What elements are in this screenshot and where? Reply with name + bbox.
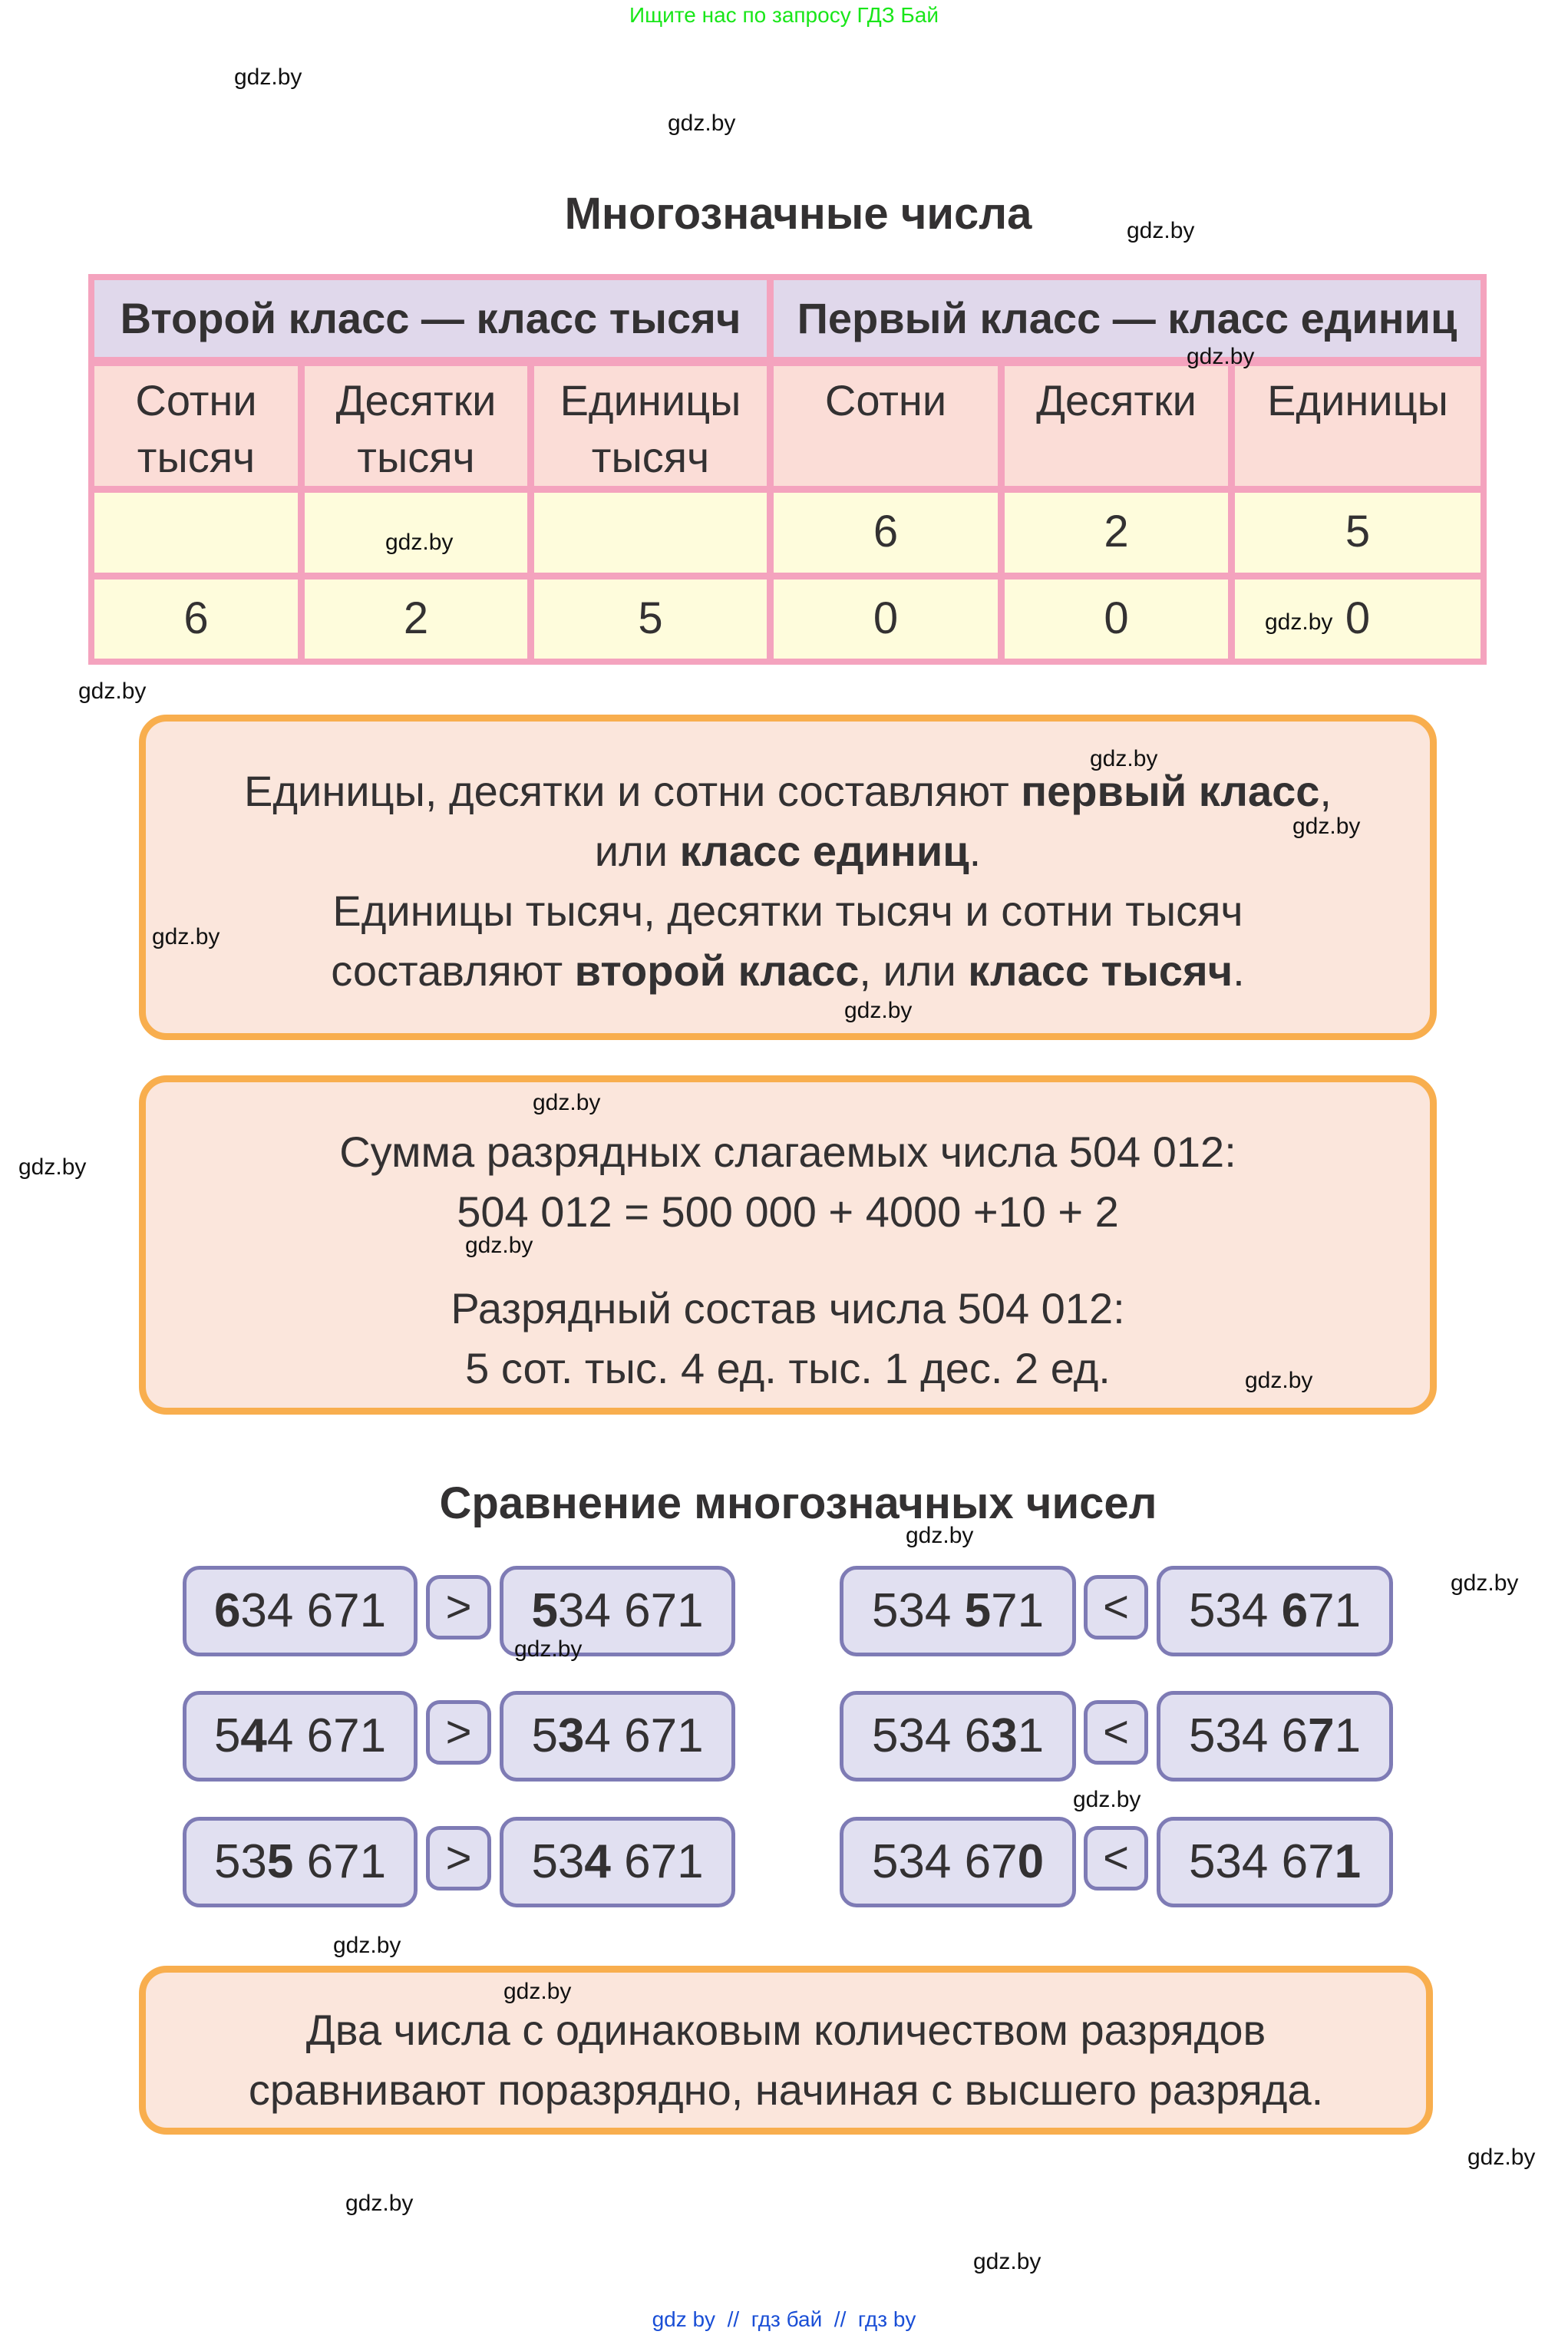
table-cell: 5 — [1235, 493, 1481, 573]
less-than-sign: < — [1084, 1826, 1148, 1891]
footer-links[interactable]: gdz by // гдз бай // гдз by — [652, 2307, 916, 2331]
rule-text: . — [1233, 946, 1245, 995]
watermark: gdz.by — [1187, 344, 1255, 369]
watermark: gdz.by — [345, 2191, 414, 2216]
decomposition-line: 504 012 = 500 000 + 4000 +10 + 2 — [457, 1187, 1119, 1236]
rule-text: , — [1319, 767, 1332, 815]
watermark: gdz.by — [18, 1154, 87, 1180]
decomposition-line: 5 сот. тыс. 4 ед. тыс. 1 дес. 2 ед. — [465, 1344, 1111, 1392]
watermark: gdz.by — [514, 1636, 583, 1662]
watermark: gdz.by — [1265, 609, 1333, 635]
rule-line — [146, 941, 1430, 1001]
search-banner: Ищите нас по запросу ГДЗ Бай — [629, 3, 939, 27]
rule-bold-text: класс тысяч — [968, 946, 1233, 995]
less-than-sign: < — [1084, 1575, 1148, 1640]
watermark: gdz.by — [333, 1933, 401, 1958]
table-cell: 6 — [774, 493, 998, 573]
compare-number-left: 534 670 — [840, 1817, 1076, 1907]
watermark: gdz.by — [668, 111, 736, 136]
watermark: gdz.by — [1090, 746, 1158, 771]
watermark: gdz.by — [1127, 218, 1195, 243]
place-value-table — [88, 274, 1487, 665]
col-header-hundred-thousands — [94, 366, 298, 486]
table-cell: 2 — [305, 580, 527, 659]
watermark: gdz.by — [1292, 814, 1361, 839]
table-cell — [94, 493, 298, 573]
less-than-sign: < — [1084, 1700, 1148, 1765]
compare-number-right: 534 671 — [500, 1566, 735, 1656]
rule-text: составляют — [331, 946, 575, 995]
rule-line — [146, 761, 1430, 821]
watermark: gdz.by — [1245, 1368, 1313, 1393]
table-cell: 0 — [1235, 580, 1481, 659]
greater-than-sign: > — [426, 1575, 491, 1640]
rule-bold-text: первый класс — [1021, 767, 1320, 815]
col-header-line: Единицы — [560, 376, 741, 424]
rule-line — [146, 821, 1430, 881]
watermark: gdz.by — [234, 64, 302, 90]
class-header-units: Первый класс — класс единиц — [774, 280, 1481, 357]
watermark: gdz.by — [533, 1090, 601, 1115]
compare-number-right: 534 671 — [1157, 1566, 1393, 1656]
col-header-tens — [1005, 366, 1228, 486]
rule-text: Единицы, десятки и сотни составляют — [244, 767, 1022, 815]
greater-than-sign: > — [426, 1700, 491, 1765]
col-header-units — [1235, 366, 1481, 486]
table-cell: 5 — [534, 580, 767, 659]
table-cell: 6 — [94, 580, 298, 659]
compare-number-right: 534 671 — [500, 1817, 735, 1907]
comparison-rule-line: Два числа с одинаковым количеством разрядов — [305, 2006, 1266, 2054]
table-cell — [534, 493, 767, 573]
rule-line: Единицы тысяч, десятки тысяч и сотни тысяч — [332, 887, 1243, 935]
watermark: gdz.by — [78, 679, 147, 704]
rule-text: или — [594, 827, 680, 875]
compare-number-left: 544 671 — [183, 1691, 418, 1782]
watermark: gdz.by — [1467, 2145, 1536, 2170]
col-header-line: Десятки — [1036, 376, 1197, 424]
table-cell: 2 — [1005, 493, 1228, 573]
compare-number-left: 534 631 — [840, 1691, 1076, 1782]
compare-number-right: 534 671 — [500, 1691, 735, 1782]
rule-classes-callout — [139, 715, 1437, 1040]
rule-text: . — [969, 827, 982, 875]
page-title: Многозначные числа — [564, 189, 1032, 239]
col-header-thousands — [534, 366, 767, 486]
watermark: gdz.by — [1073, 1787, 1141, 1812]
watermark: gdz.by — [1451, 1570, 1519, 1596]
comparison-title: Сравнение многозначных чисел — [439, 1478, 1157, 1528]
col-header-line: Единицы — [1267, 376, 1448, 424]
watermark: gdz.by — [152, 924, 220, 949]
col-header-line: Десятки — [335, 376, 497, 424]
compare-number-right: 534 671 — [1157, 1817, 1393, 1907]
col-header-line: тысяч — [357, 433, 475, 481]
col-header-line: Сотни — [135, 376, 257, 424]
decomposition-callout — [139, 1075, 1437, 1415]
watermark: gdz.by — [385, 530, 454, 555]
watermark: gdz.by — [973, 2249, 1041, 2274]
watermark: gdz.by — [844, 998, 913, 1023]
compare-number-right: 534 671 — [1157, 1691, 1393, 1782]
col-header-line: Сотни — [824, 376, 947, 424]
compare-number-left: 534 571 — [840, 1566, 1076, 1656]
col-header-hundreds — [774, 366, 998, 486]
greater-than-sign: > — [426, 1826, 491, 1891]
watermark: gdz.by — [503, 1979, 572, 2004]
comparison-rule-callout — [139, 1966, 1433, 2135]
table-cell: 0 — [774, 580, 998, 659]
comparison-rule-line: сравнивают поразрядно, начиная с высшего разряда. — [248, 2066, 1324, 2114]
col-header-line: тысяч — [137, 433, 256, 481]
rule-text: , или — [859, 946, 969, 995]
class-header-thousands: Второй класс — класс тысяч — [94, 280, 767, 357]
col-header-ten-thousands — [305, 366, 527, 486]
col-header-line: тысяч — [591, 433, 710, 481]
table-cell: 0 — [1005, 580, 1228, 659]
decomposition-line: Разрядный состав числа 504 012: — [451, 1284, 1125, 1332]
compare-number-left: 634 671 — [183, 1566, 418, 1656]
watermark: gdz.by — [906, 1523, 974, 1548]
rule-bold-text: второй класс — [574, 946, 860, 995]
watermark: gdz.by — [465, 1233, 533, 1258]
decomposition-line: Сумма разрядных слагаемых числа 504 012: — [339, 1128, 1236, 1176]
rule-bold-text: класс единиц — [679, 827, 969, 875]
compare-number-left: 535 671 — [183, 1817, 418, 1907]
